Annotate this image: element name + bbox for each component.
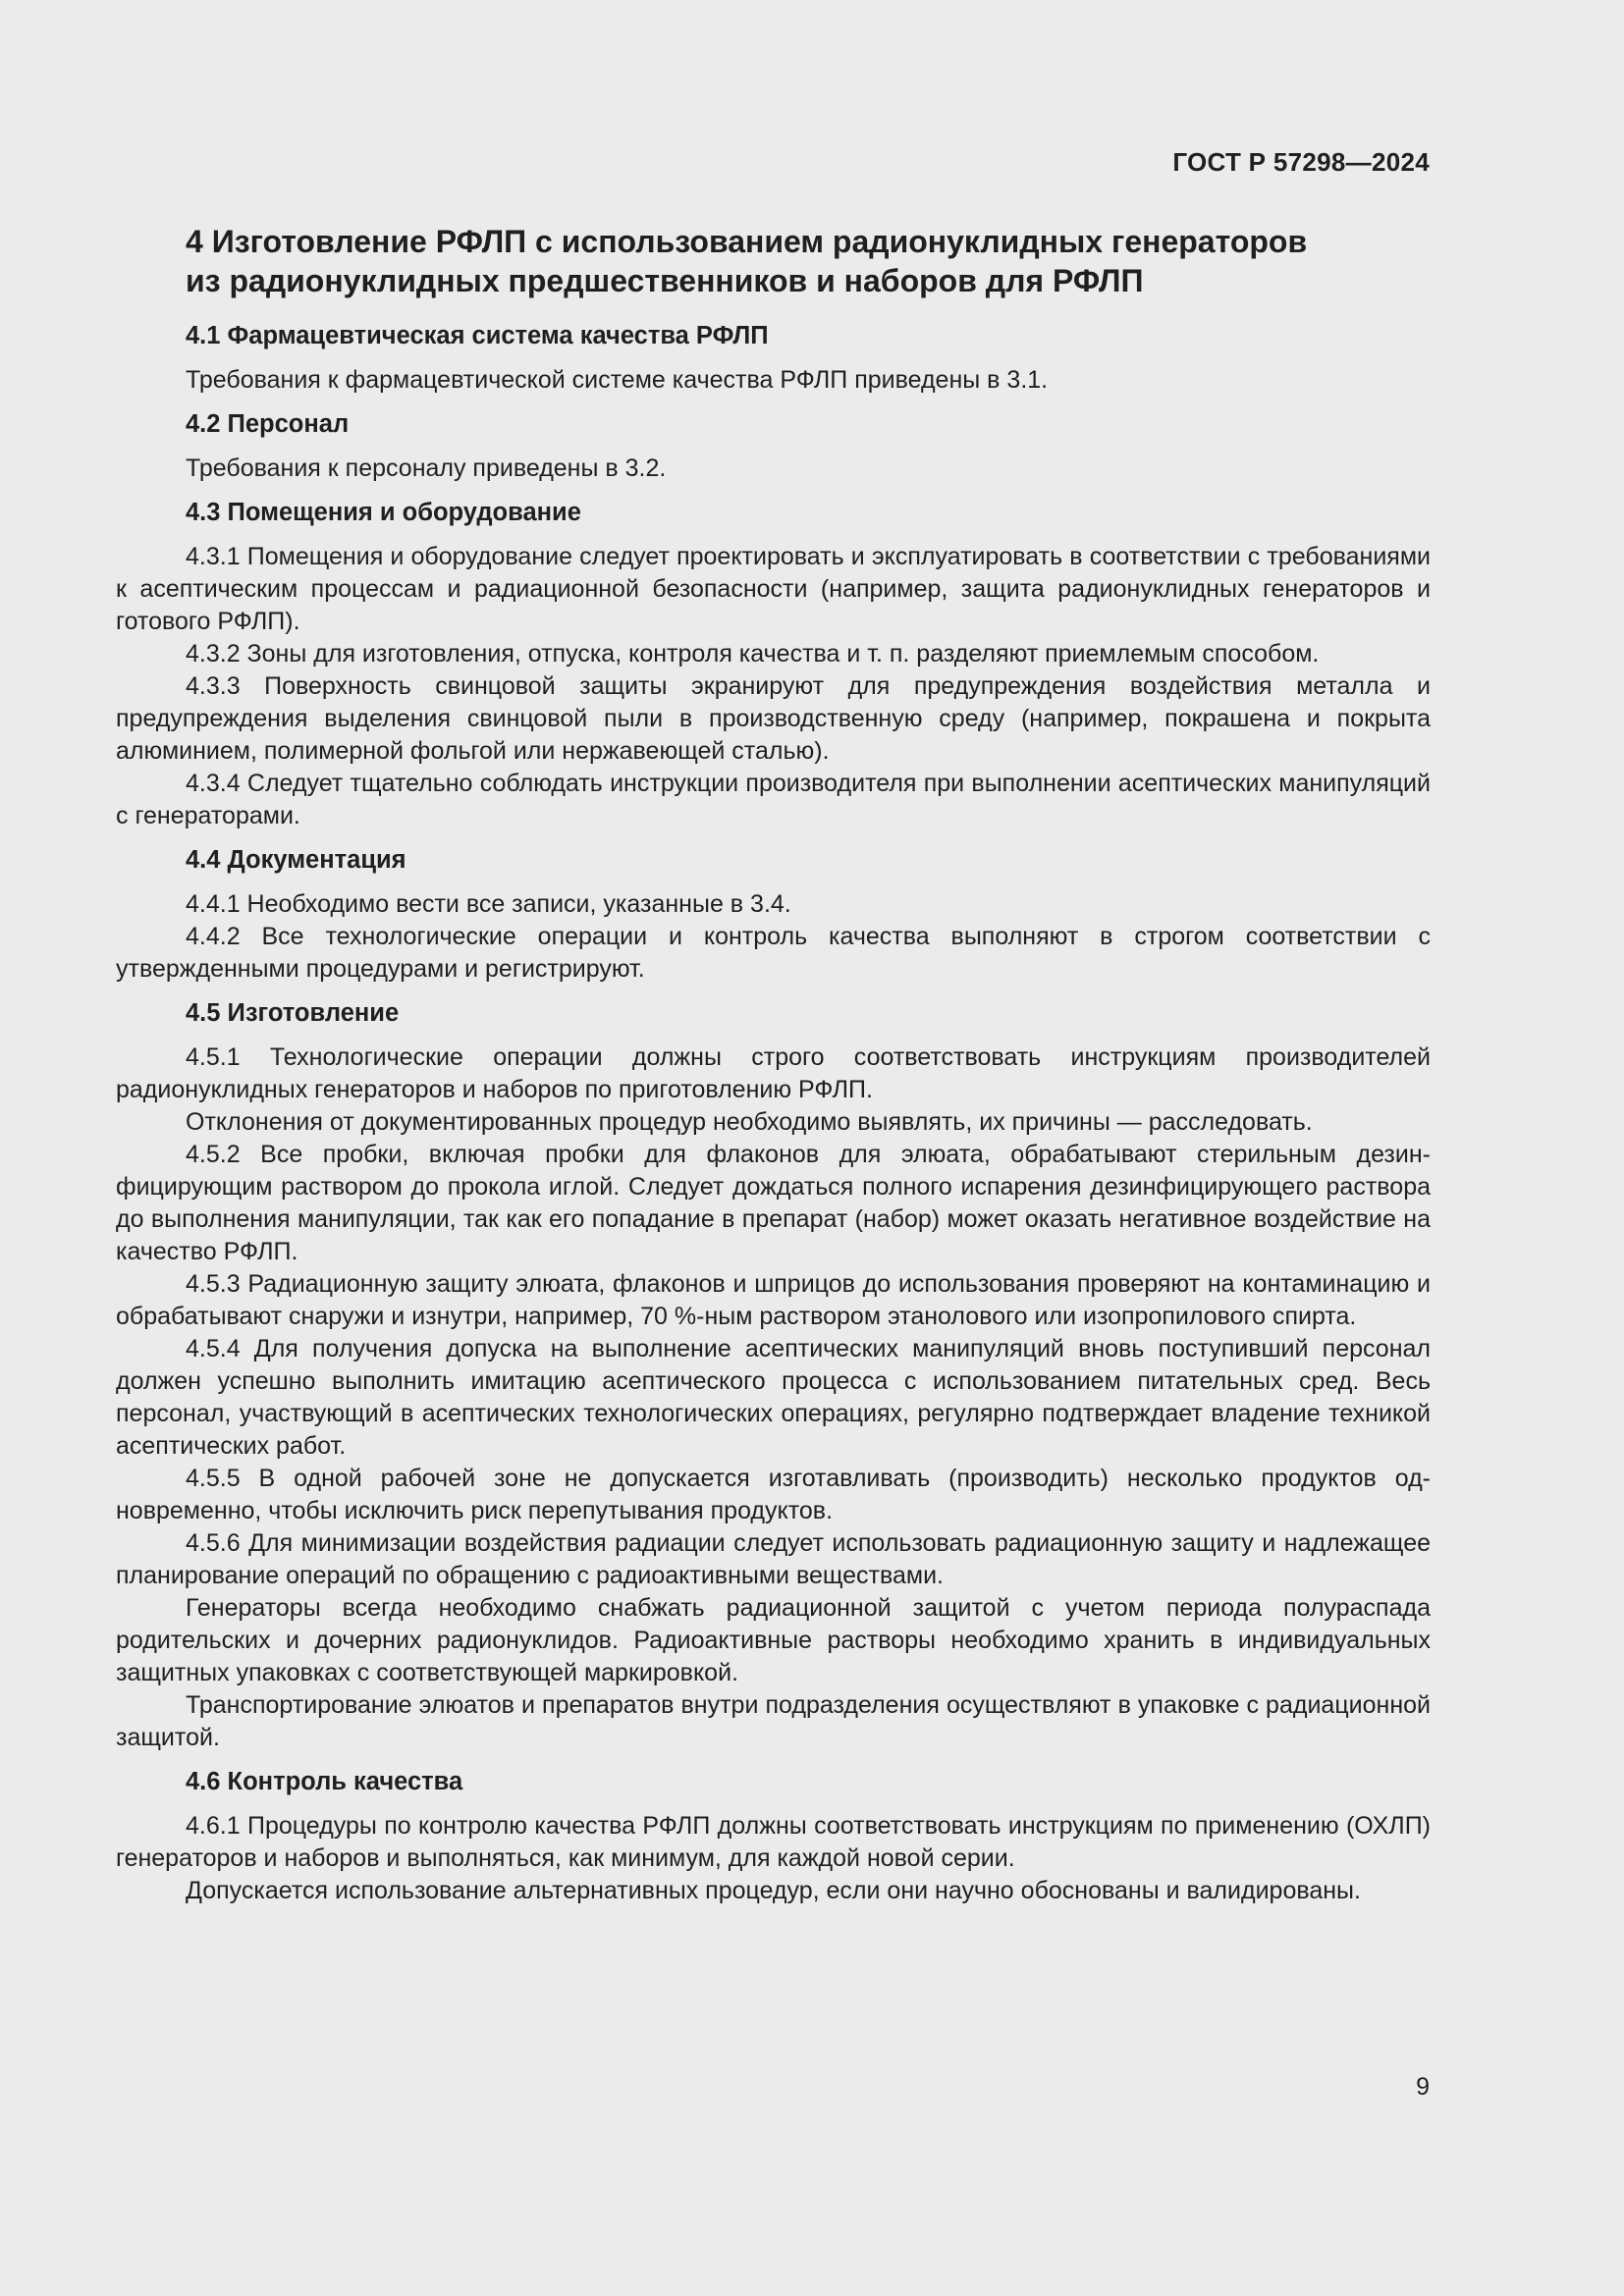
paragraph: 4.5.2 Все пробки, включая пробки для флаконов для элюата, обрабатывают стерильным дезинфицирующим раствором до прокола иглой. Следует дождаться полного испарения дезинфицирующего раствора до выполнения манипуляции, так как его попадание в препарат (набор) может оказать негативное воздействие на качество РФЛП. bbox=[116, 1141, 1431, 1265]
paragraph: 4.3.3 Поверхность свинцовой защиты экранируют для предупреждения воздействия металла и предупреждения выделения свинцовой пыли в производственную среду (например, покрашена и покрыта алюминием, полимерной фольгой или нержавеющей сталью). bbox=[116, 672, 1431, 765]
paragraph: 4.3.1 Помещения и оборудование следует проектировать и эксплуатировать в соответствии с требованиями к асептическим процессам и радиационной безопасности (например, защита радионуклидных генераторов и готового РФЛП). bbox=[116, 543, 1431, 635]
paragraph: 4.5.1 Технологические операции должны строго соответствовать инструкциям производителей радионуклидных генераторов и наборов по приготовлению РФЛП. bbox=[116, 1043, 1431, 1103]
paragraph: 4.4.1 Необходимо вести все записи, указанные в 3.4. bbox=[186, 890, 791, 918]
paragraph: 4.5.3 Радиационную защиту элюата, флаконов и шприцов до использования проверяют на контаминацию и обрабатывают снаружи и изнутри, например, 70 %-ным раствором этанолового или изопропилового спирта. bbox=[116, 1270, 1431, 1330]
paragraph: 4.3.4 Следует тщательно соблюдать инструкции производителя при выполнении асептических манипуляций с генераторами. bbox=[116, 770, 1431, 829]
heading-4-1: 4.1 Фармацевтическая система качества РФЛП bbox=[186, 322, 769, 349]
heading-4-4: 4.4 Документация bbox=[186, 846, 406, 874]
paragraph: 4.5.5 В одной рабочей зоне не допускается изготавливать (производить) несколько продуктов одновременно, чтобы исключить риск перепутывания продуктов. bbox=[116, 1465, 1431, 1524]
paragraph: Отклонения от документированных процедур необходимо выявлять, их причины — расследовать. bbox=[186, 1108, 1313, 1136]
section-title-line1: 4 Изготовление РФЛП с использованием радионуклидных генераторов bbox=[186, 224, 1308, 259]
heading-4-3: 4.3 Помещения и оборудование bbox=[186, 499, 581, 526]
paragraph: Допускается использование альтернативных процедур, если они научно обоснованы и валидированы. bbox=[186, 1877, 1361, 1904]
heading-4-2: 4.2 Персонал bbox=[186, 410, 350, 438]
paragraph: 4.4.2 Все технологические операции и контроль качества выполняют в строгом соответствии с утвержденными процедурами и регистрируют. bbox=[116, 923, 1431, 983]
document-header: ГОСТ Р 57298—2024 bbox=[1172, 147, 1430, 177]
heading-4-5: 4.5 Изготовление bbox=[186, 999, 400, 1027]
paragraph: Генераторы всегда необходимо снабжать радиационной защитой с учетом периода полураспада родительских и дочерних радионуклидов. Радиоактивные растворы необходимо хранить в индивидуальных защитных упаковках с соответствующей маркировкой. bbox=[116, 1594, 1431, 1686]
paragraph: Транспортирование элюатов и препаратов внутри подразделения осуществляют в упаковке с радиационной защитой. bbox=[116, 1691, 1431, 1751]
paragraph: Требования к персоналу приведены в 3.2. bbox=[186, 454, 667, 482]
paragraph: 4.5.4 Для получения допуска на выполнение асептических манипуляций вновь поступивший персонал должен успешно выполнить имитацию асептического процесса с использованием питательных сред. Весь персонал, участвующий в асептических технологических операциях, регулярно подтверждает владение техникой асептических работ. bbox=[116, 1335, 1431, 1460]
paragraph: Требования к фармацевтической системе качества РФЛП приведены в 3.1. bbox=[186, 366, 1049, 394]
paragraph: 4.6.1 Процедуры по контролю качества РФЛП должны соответствовать инструкциям по применению (ОХЛП) генераторов и наборов и выполняться, как минимум, для каждой новой серии. bbox=[116, 1812, 1431, 1872]
section-title-line2: из радионуклидных предшественников и наборов для РФЛП bbox=[186, 263, 1144, 298]
page-number: 9 bbox=[1416, 2073, 1430, 2101]
page-content bbox=[116, 222, 1431, 1907]
paragraph: 4.3.2 Зоны для изготовления, отпуска, контроля качества и т. п. разделяют приемлемым способом. bbox=[186, 640, 1320, 667]
section-title bbox=[186, 222, 1431, 300]
heading-4-6: 4.6 Контроль качества bbox=[186, 1768, 463, 1795]
paragraph: 4.5.6 Для минимизации воздействия радиации следует использовать радиационную защиту и надлежащее планирование операций по обращению с радиоактивными веществами. bbox=[116, 1529, 1431, 1589]
